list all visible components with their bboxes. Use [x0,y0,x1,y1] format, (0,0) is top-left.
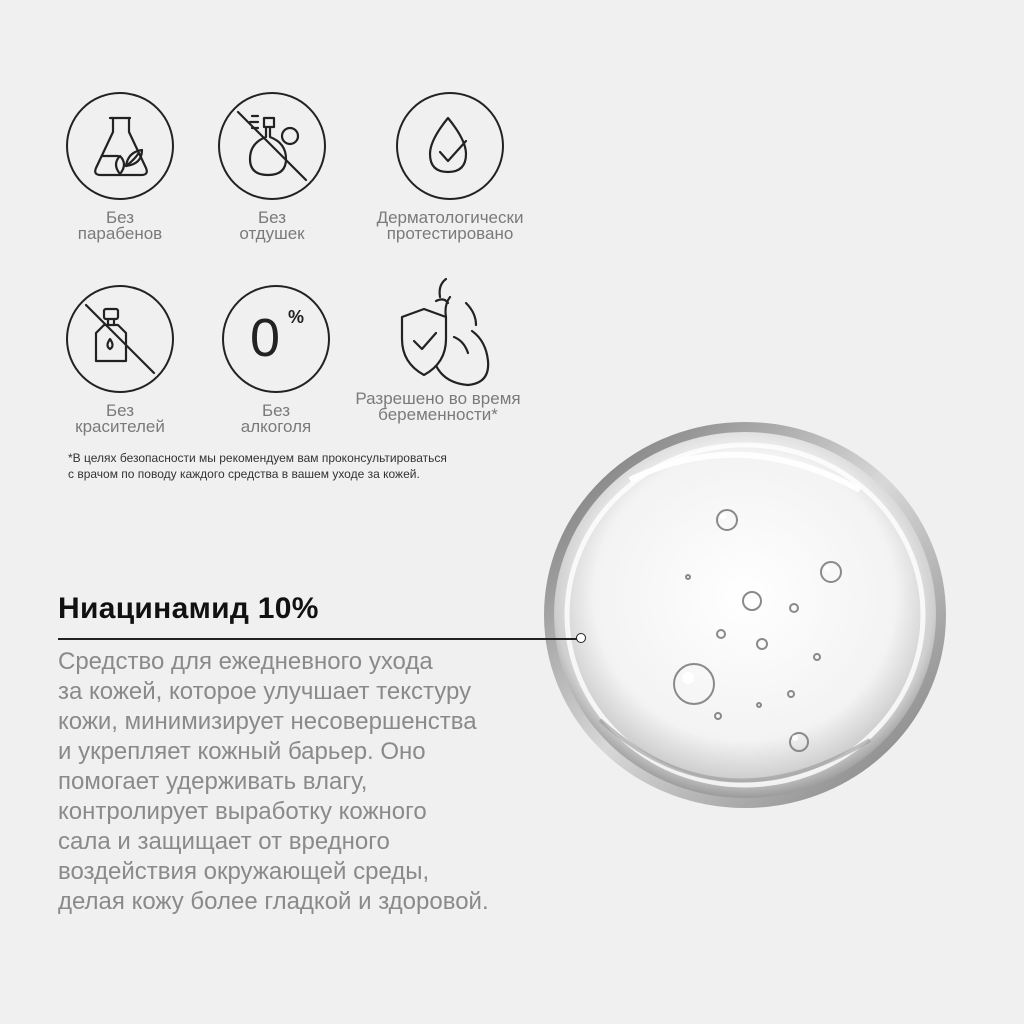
no-dye-icon [66,285,174,393]
title-divider [58,638,580,640]
feature-label: Разрешено во время беременности* [355,389,521,424]
feature-label: Дерматологически протестировано [376,208,524,243]
feature-label: Без красителей [75,401,165,436]
divider-pointer-dot [576,633,586,643]
feature-label: Без отдушек [239,208,305,243]
feature-no-fragrance [172,92,372,242]
product-title: Ниацинамид 10% [58,592,319,625]
serum-drop-image [540,420,950,810]
flask-leaf-icon [66,92,174,200]
drop-check-icon [396,92,504,200]
feature-label: Без парабенов [77,208,163,243]
no-fragrance-icon [218,92,326,200]
pregnancy-shield-icon [384,275,492,393]
feature-dermatologically-tested [350,92,550,242]
feature-pregnancy-safe [338,275,538,423]
product-description: Средство для ежедневного ухода за кожей, которое улучшает текстуру кожи, минимизирует несовершенства и укрепляет кожный барьер. Оно помогает удерживать влагу, контролирует выработку кожного сала и защищает от вредного воздействия окружающей среды, делая кожу более гладкой и здоровой. [58,648,489,915]
safety-footnote: *В целях безопасности мы рекомендуем вам проконсультироваться с врачом по поводу каждого средства в вашем уходе за кожей. [68,451,447,481]
feature-label: Без алкоголя [240,401,312,436]
zero-percent-icon: 0 % [222,285,330,393]
